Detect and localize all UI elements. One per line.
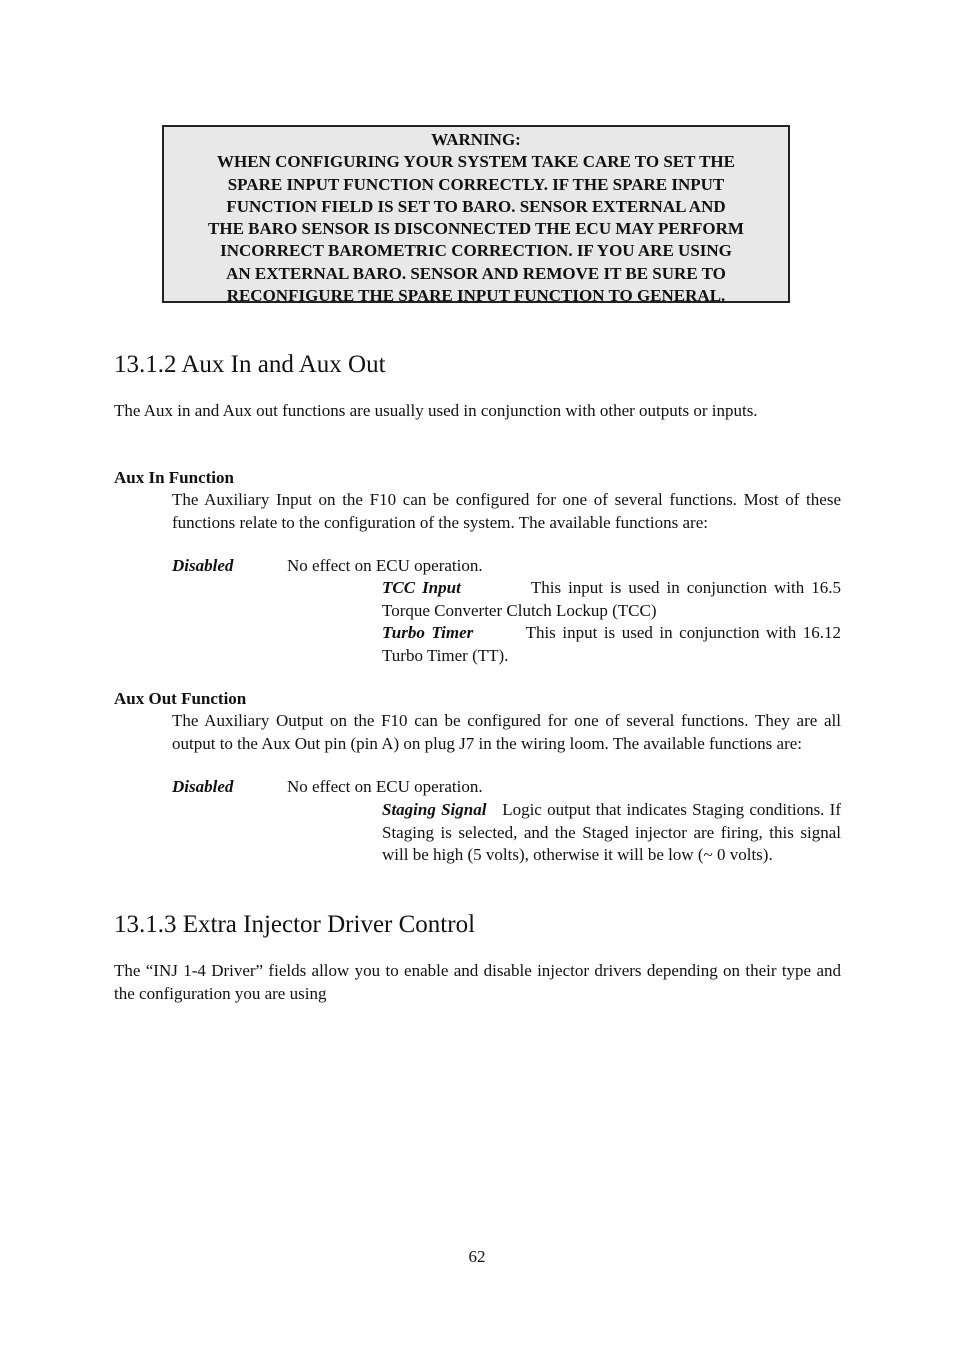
option-term: Turbo Timer [382, 623, 474, 642]
page-number: 62 [468, 1247, 486, 1266]
aux-in-option-disabled [172, 555, 483, 577]
warning-box [162, 125, 790, 306]
aux-in-heading: Aux In Function [114, 468, 234, 487]
option-text: No effect on ECU operation. [287, 777, 483, 796]
option-term: Disabled [172, 556, 234, 575]
option-text: No effect on ECU operation. [287, 556, 483, 575]
warning-line: AN EXTERNAL BARO. SENSOR AND REMOVE IT BE SURE TO [226, 263, 726, 283]
warning-title: WARNING: [431, 130, 521, 149]
option-text: This input is used in conjunction with 16.5 Torque Converter Clutch Lockup (TCC) [382, 578, 842, 620]
aux-intro-paragraph: The Aux in and Aux out functions are usually used in conjunction with other outputs or inputs. [114, 401, 758, 420]
aux-in-description: The Auxiliary Input on the F10 can be configured for one of several functions. Most of these functions relate to the configuration of the system. The available functions are: [172, 490, 841, 532]
section-heading-injector: 13.1.3 Extra Injector Driver Control [114, 911, 476, 938]
option-term: TCC Input [382, 578, 461, 597]
warning-line: WHEN CONFIGURING YOUR SYSTEM TAKE CARE TO SET THE [217, 152, 735, 172]
aux-out-option-staging-signal [382, 799, 841, 867]
aux-out-heading: Aux Out Function [114, 689, 247, 708]
option-text: This input is used in conjunction with 16.12 Turbo Timer (TT). [382, 623, 841, 665]
warning-line: INCORRECT BAROMETRIC CORRECTION. IF YOU ARE USING [220, 241, 732, 261]
aux-in-option-tcc [382, 577, 841, 622]
aux-out-description: The Auxiliary Output on the F10 can be configured for one of several functions. They are all output to the Aux Out pin (pin A) on plug J7 in the wiring loom. The available functions are: [172, 711, 841, 753]
aux-out-option-disabled [172, 776, 483, 798]
aux-in-option-turbo-timer [382, 622, 841, 667]
option-text: Logic output that indicates Staging conditions. If Staging is selected, and the Staged injector are firing, this signal will be high (5 volts), otherwise it will be low (~ 0 volts). [382, 800, 841, 864]
warning-line: RECONFIGURE THE SPARE INPUT FUNCTION TO GENERAL. [226, 286, 726, 306]
section-heading-aux: 13.1.2 Aux In and Aux Out [114, 351, 386, 378]
warning-line: THE BARO SENSOR IS DISCONNECTED THE ECU MAY PERFORM [208, 219, 744, 239]
warning-line: SPARE INPUT FUNCTION CORRECTLY. IF THE SPARE INPUT [227, 174, 725, 194]
option-term: Staging Signal [382, 800, 487, 819]
warning-line: FUNCTION FIELD IS SET TO BARO. SENSOR EXTERNAL AND [226, 196, 726, 216]
injector-paragraph: The “INJ 1-4 Driver” fields allow you to enable and disable injector drivers depending on their type and the configuration you are using [114, 961, 841, 1003]
option-term: Disabled [172, 777, 234, 796]
